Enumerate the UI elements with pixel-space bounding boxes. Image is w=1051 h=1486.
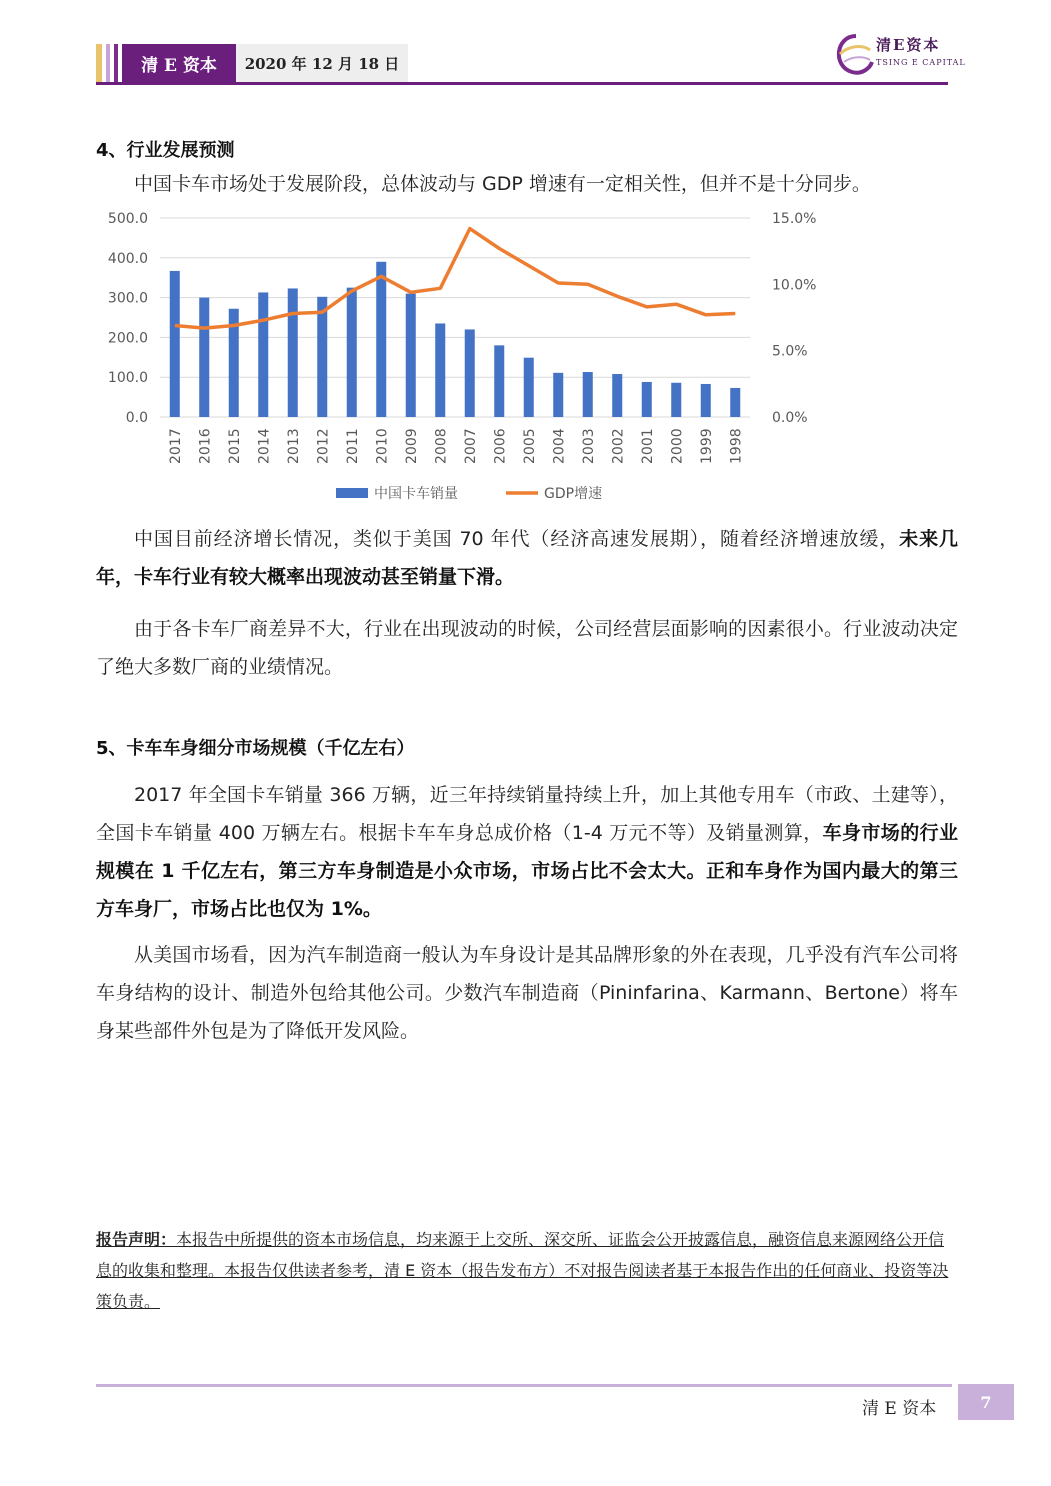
bar — [288, 288, 298, 417]
x-tick-label: 2013 — [285, 428, 302, 464]
bar — [406, 294, 416, 417]
x-tick-label: 2005 — [521, 428, 538, 464]
paragraph-industry: 由于各卡车厂商差异不大，行业在出现波动的时候，公司经营层面影响的因素很小。行业波动决定了绝大多数厂商的业绩情况。 — [96, 618, 958, 678]
bar — [376, 262, 386, 417]
bar — [199, 298, 209, 417]
disclaimer-text: 本报告中所提供的资本市场信息，均来源于上交所、深交所、证监会公开披露信息，融资信息来源网络公开信息的收集和整理。本报告仅供读者参考，清 E 资本（报告发布方）不对报告阅读者基于本报告作出的任何商业、投资等决策负责。 — [96, 1230, 949, 1311]
section-4-title: 4、行业发展预测 — [96, 140, 235, 161]
x-tick-label: 2010 — [374, 428, 391, 464]
legend-swatch-sales — [336, 488, 368, 498]
y-left-tick-label: 400.0 — [107, 250, 148, 267]
section-5-paragraph-1 — [96, 776, 958, 928]
header-accent-bar — [96, 44, 102, 82]
bar — [258, 292, 268, 417]
y-left-tick-label: 200.0 — [107, 330, 148, 347]
section-5-p1-bold: 车身市场的行业规模在 1 千亿左右，第三方车身制造是小众市场，市场占比不会太大。正和车身作为国内最大的第三方车身厂，市场占比也仅为 1%。 — [96, 822, 958, 920]
header-accent-bar — [106, 44, 110, 82]
x-tick-label: 2008 — [433, 428, 450, 464]
section-4-intro: 中国卡车市场处于发展阶段，总体波动与 GDP 增速有一定相关性，但并不是十分同步。 — [134, 173, 871, 195]
header-date: 2020 年 12 月 18 日 — [236, 44, 408, 82]
x-tick-label: 2003 — [580, 428, 597, 464]
bar — [347, 288, 357, 417]
bar — [494, 345, 504, 417]
x-tick-label: 2006 — [492, 428, 509, 464]
truck-sales-gdp-chart — [96, 200, 816, 520]
x-tick-label: 2009 — [403, 428, 420, 464]
footer-divider — [96, 1384, 952, 1387]
section-5-title: 5、卡车车身细分市场规模（千亿左右） — [96, 738, 415, 759]
x-tick-label: 2001 — [639, 428, 656, 464]
x-tick-label: 2004 — [551, 428, 568, 464]
footer-brand: 清 E 资本 — [862, 1399, 937, 1419]
section-5-paragraph-2: 从美国市场看，因为汽车制造商一般认为车身设计是其品牌形象的外在表现，几乎没有汽车公司将车身结构的设计、制造外包给其他公司。少数汽车制造商（Pininfarina、Karmann、Bertone）将车身某些部件外包是为了降低开发风险。 — [96, 944, 958, 1042]
bar — [524, 358, 534, 417]
header-brand: 清 E 资本 — [122, 44, 236, 82]
x-tick-label: 2012 — [315, 428, 332, 464]
bar — [170, 271, 180, 417]
paragraph-economy — [96, 520, 958, 596]
y-left-tick-label: 500.0 — [107, 211, 148, 227]
x-tick-label: 2011 — [344, 428, 361, 464]
x-tick-label: 2007 — [462, 428, 479, 464]
y-right-tick-label: 10.0% — [772, 277, 816, 294]
bar — [730, 388, 740, 417]
header-divider — [96, 82, 948, 85]
logo-text: 清E资本 — [876, 36, 941, 54]
bar — [583, 372, 593, 417]
section-5-p1-normal: 2017 年全国卡车销量 366 万辆，近三年持续销量持续上升，加上其他专用车（市政、土建等），全国卡车销量 400 万辆左右。根据卡车车身总成价格（1-4 万元不等）及销量测算， — [96, 784, 958, 844]
y-left-tick-label: 0.0 — [125, 410, 148, 426]
x-tick-label: 2002 — [610, 428, 627, 464]
y-right-tick-label: 0.0% — [772, 410, 808, 426]
bar — [435, 323, 445, 417]
bar — [317, 297, 327, 417]
x-tick-label: 2014 — [256, 428, 273, 464]
logo-subtitle: TSING E CAPITAL — [876, 58, 966, 67]
x-tick-label: 2017 — [167, 428, 184, 464]
bar — [465, 329, 475, 417]
y-left-tick-label: 300.0 — [107, 290, 148, 307]
paragraph-economy-normal: 中国目前经济增长情况，类似于美国 70 年代（经济高速发展期），随着经济增速放缓， — [134, 528, 900, 550]
y-right-tick-label: 5.0% — [772, 343, 808, 360]
x-tick-label: 1999 — [698, 428, 715, 464]
x-tick-label: 2015 — [226, 428, 243, 464]
paragraph-economy-bold: 未来几年，卡车行业有较大概率出现波动甚至销量下滑。 — [96, 528, 958, 588]
bar — [612, 374, 622, 417]
y-right-tick-label: 15.0% — [772, 211, 816, 227]
legend-label-sales: 中国卡车销量 — [374, 486, 458, 502]
bar — [671, 383, 681, 417]
x-tick-label: 2016 — [197, 428, 214, 464]
y-left-tick-label: 100.0 — [107, 370, 148, 387]
x-tick-label: 2000 — [669, 428, 686, 464]
header-accent-bar — [114, 44, 118, 82]
page-number: 7 — [958, 1384, 1014, 1420]
disclaimer-title: 报告声明： — [96, 1230, 177, 1249]
bar — [642, 382, 652, 417]
bar — [701, 384, 711, 417]
x-tick-label: 1998 — [728, 428, 745, 464]
legend-label-gdp: GDP增速 — [544, 486, 603, 502]
bar — [553, 373, 563, 417]
disclaimer — [96, 1224, 954, 1317]
